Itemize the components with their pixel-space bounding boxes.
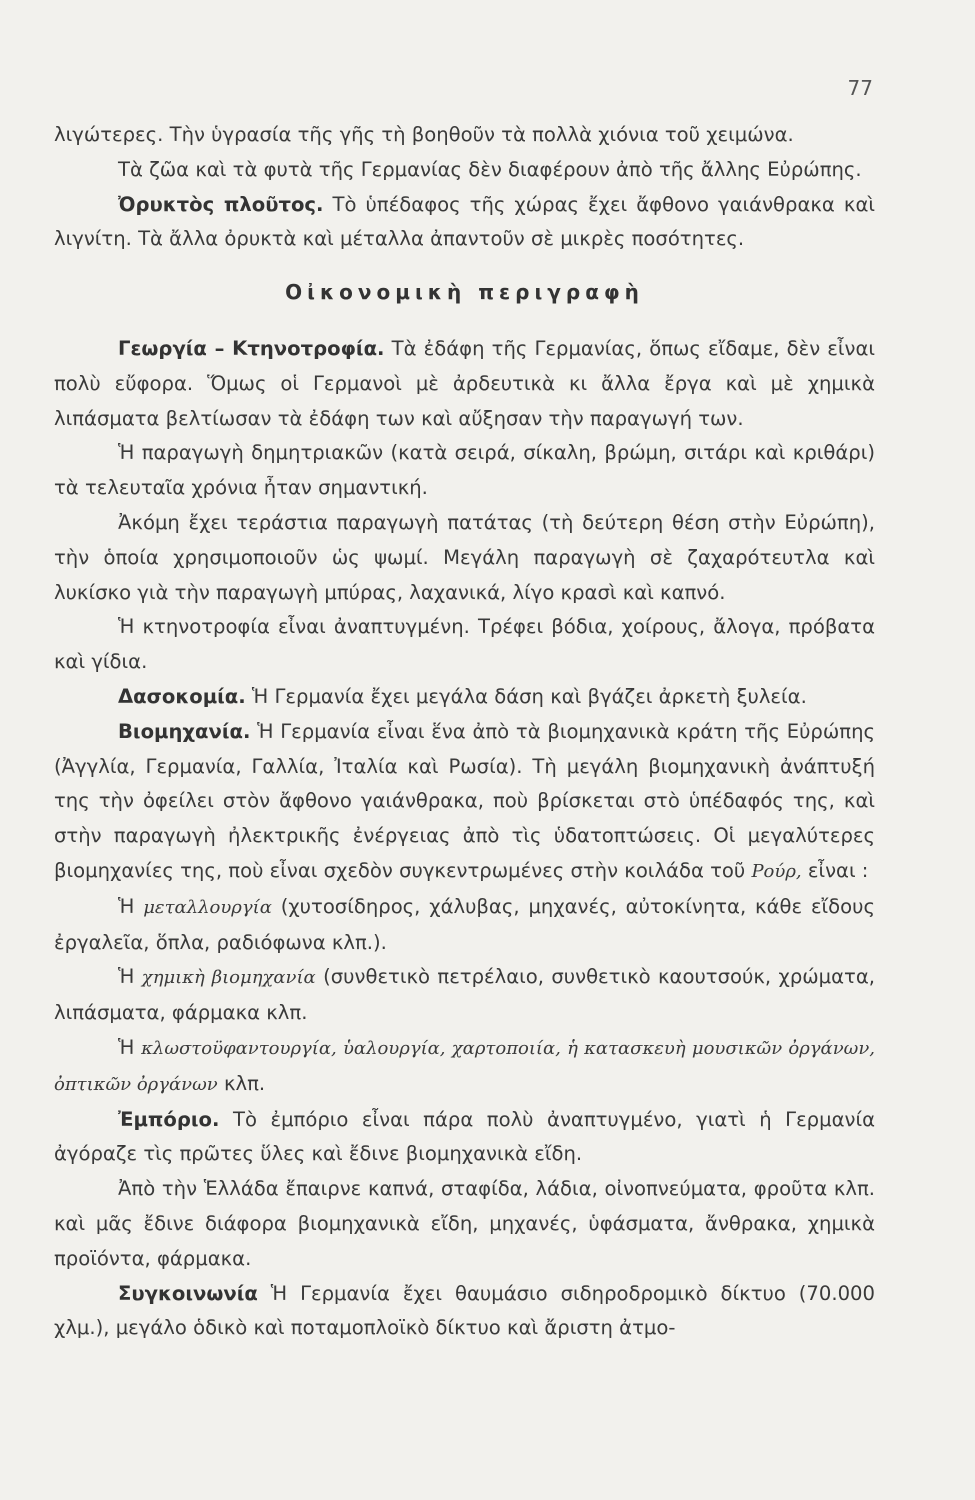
paragraph-potatoes: Ἀκόμη ἔχει τεράστια παραγωγὴ πατάτας (τὴ δεύτερη θέση στὴν Εὐρώπη), τὴν ὁποία χρησιμοποιοῦν ὡς ψωμί. Μεγάλη παραγωγὴ σὲ ζαχαρότευτλα καὶ λυκίσκο γιὰ τὴν παραγωγὴ μπύρας, λαχανικά, λίγο κρασὶ καὶ καπνό. [54, 510, 875, 604]
paragraph-transport [54, 1277, 875, 1347]
italic-term: Ρούρ, [751, 860, 802, 882]
paragraph-lead: Βιομηχανία. [118, 719, 251, 743]
paragraph-lead: Δασοκομία. [118, 684, 246, 708]
paragraph-text: Ἡ [118, 1035, 142, 1059]
paragraph-text: Τὰ ἐδάφη τῆς Γερμανίας, ὅπως εἴδαμε, δὲν εἶναι πολὺ εὔφορα. Ὅμως οἱ Γερμανοὶ μὲ ἀρδευτικὰ κι ἄλλα ἔργα καὶ μὲ χημικὰ λιπάσματα βελτίωσαν τὰ ἐδάφη των καὶ αὔξησαν τὴν παραγωγή των. [54, 336, 875, 430]
paragraph-industry [54, 715, 875, 890]
paragraph-text: (συνθετικὸ πετρέλαιο, συνθετικὸ καουτσούκ, χρώματα, λιπάσματα, φάρμακα κλπ. [54, 965, 875, 1025]
paragraph-minerals [54, 188, 875, 258]
paragraph-greece-trade: Ἀπὸ τὴν Ἑλλάδα ἔπαιρνε καπνά, σταφίδα, λάδια, οἰνοπνεύματα, φροῦτα κλπ. καὶ μᾶς ἔδινε διάφορα βιομηχανικὰ εἴδη, μηχανές, ὑφάσματα, ἄνθρακα, χημικὰ προϊόντα, φάρμακα. [54, 1177, 875, 1270]
paragraph-textiles [54, 1031, 875, 1103]
paragraph-agriculture [54, 332, 875, 436]
paragraph-lead: Γεωργία – Κτηνοτροφία. [118, 336, 385, 360]
paragraph-lead: Ἐμπόριο. [118, 1107, 220, 1131]
body-text [54, 118, 875, 1346]
paragraph-text: λιγώτερες. Τὴν ὑγρασία τῆς γῆς τὴ βοηθοῦν τὰ πολλὰ χιόνια τοῦ χειμώνα. [54, 123, 794, 146]
paragraph-cereals: Ἡ παραγωγὴ δημητριακῶν (κατὰ σειρά, σίκαλη, βρώμη, σιτάρι καὶ κριθάρι) τὰ τελευταῖα χρόνια ἦταν σημαντική. [54, 441, 875, 500]
paragraph-text: Ἡ [118, 894, 144, 918]
paragraph-lead: Συγκοινωνία [118, 1281, 258, 1305]
paragraph-livestock: Ἡ κτηνοτροφία εἶναι ἀναπτυγμένη. Τρέφει βόδια, χοίρους, ἄλογα, πρόβατα καὶ γίδια. [54, 615, 875, 674]
paragraph-trade [54, 1103, 875, 1173]
italic-term: μεταλλουργία [143, 896, 272, 918]
paragraph-text: Ἡ Γερμανία ἔχει μεγάλα δάση καὶ βγάζει ἀρκετὴ ξυλεία. [245, 684, 807, 708]
italic-term: κλωστοϋφαντουργία, ὑαλουργία, χαρτοποιία, ἡ κατασκευὴ μουσικῶν ὀργάνων, ὀπτικῶν ὀργάνων [54, 1037, 875, 1095]
section-heading: Οἰκονομικὴ περιγραφὴ [285, 280, 644, 305]
paragraph-text: Τὸ ἐμπόριο εἶναι πάρα πολὺ ἀναπτυγμένο, γιατὶ ἡ Γερμανία ἀγόραζε τὶς πρῶτες ὕλες καὶ ἔδινε βιομηχανικὰ εἴδη. [54, 1107, 875, 1166]
paragraph-text: εἶναι : [801, 858, 869, 882]
paragraph-text: Τὰ ζῶα καὶ τὰ φυτὰ τῆς Γερμανίας δὲν διαφέρουν ἀπὸ τῆς ἄλλης Εὐρώπης. [118, 157, 862, 181]
paragraph-continuation [54, 118, 875, 153]
paragraph-chemical [54, 960, 875, 1031]
paragraph-lead: Ὀρυκτὸς πλοῦτος. [118, 192, 324, 216]
paragraph-text: κλπ. [217, 1071, 266, 1095]
italic-term: χημικὴ βιομηχανία [141, 967, 316, 989]
paragraph-text: Ἡ Γερμανία εἶναι ἕνα ἀπὸ τὰ βιομηχανικὰ κράτη τῆς Εὐρώπης (Ἀγγλία, Γερμανία, Γαλλία, Ἰταλία καὶ Ρωσία). Τὴ μεγάλη βιομηχανικὴ ἀνάπτυξή της τὴν ὀφείλει στὸν ἄφθονο γαιάνθρακα, ποὺ βρίσκεται στὸ ὑπέδαφός της, καὶ στὴν παραγωγὴ ἠλεκτρικῆς ἐνέργειας ἀπὸ τὶς ὑδατοπτώσεις. Οἱ μεγαλύτερες βιομηχανίες της, ποὺ εἶναι σχεδὸν συγκεντρωμένες στὴν κοιλάδα τοῦ [54, 719, 875, 882]
paragraph-forestry [54, 680, 875, 715]
paragraph-text: (χυτοσίδηρος, χάλυβας, μηχανές, αὐτοκίνητα, κάθε εἴδους ἐργαλεῖα, ὅπλα, ραδιόφωνα κλπ.). [54, 894, 875, 954]
paragraph-fauna-flora [54, 153, 875, 188]
paragraph-text: Τὸ ὑπέδαφος τῆς χώρας ἔχει ἄφθονο γαιάνθρακα καὶ λιγνίτη. Τὰ ἄλλα ὀρυκτὰ καὶ μέταλλα ἀπαντοῦν σὲ μικρὲς ποσότητες. [54, 192, 875, 251]
paragraph-metallurgy [54, 890, 875, 961]
page-number: 77 [847, 76, 873, 100]
paragraph-text: Ἡ Γερμανία ἔχει θαυμάσιο σιδηροδρομικὸ δίκτυο (70.000 χλμ.), μεγάλο ὁδικὸ καὶ ποταμοπλοϊκὸ δίκτυο καὶ ἄριστη ἀτμο- [54, 1281, 875, 1340]
paragraph-text: Ἡ [118, 965, 142, 989]
